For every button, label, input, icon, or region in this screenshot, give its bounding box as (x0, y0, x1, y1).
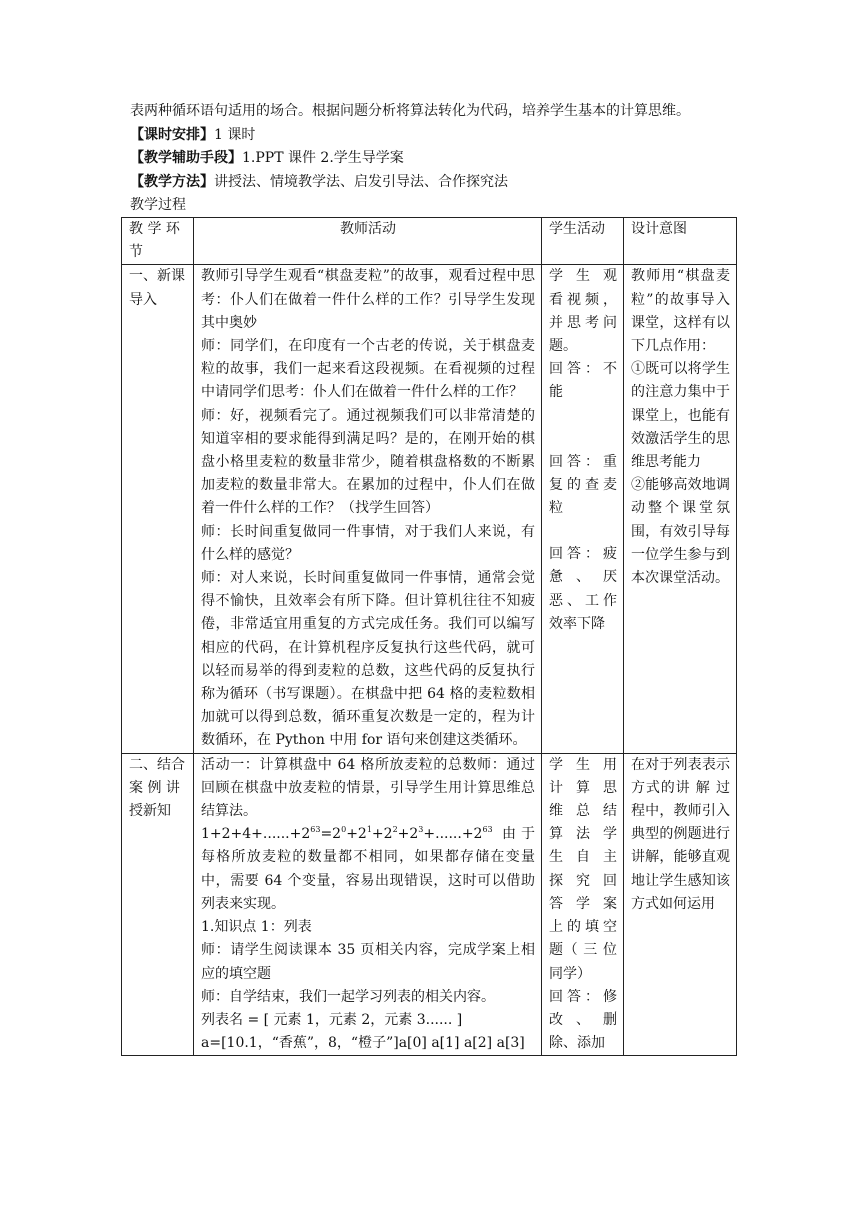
student-paragraph: 回答：不能 (549, 361, 617, 401)
formula-part: 1+2+4+......+2 (201, 826, 311, 843)
table-header-row (122, 218, 737, 265)
header-student-activity: 学生活动 (542, 218, 624, 265)
objective-line: 表两种循环语句适用的场合。根据问题分析将算法转化为代码，培养学生基本的计算思维。 (130, 103, 690, 119)
formula-exponent: 0 (341, 825, 347, 835)
header-stage: 教 学 环 节 (122, 218, 194, 265)
lesson-intro (130, 100, 810, 218)
design-paragraph: 在对于列表表示方式的讲 解 过 程中，教师引入典型的例题进行讲解，能够直观地让学生感知该方式如何运用 (631, 756, 730, 912)
teacher-paragraph: 师：对人来说，长时间重复做同一件事情，通常会觉得不愉快，且效率会有所下降。但计算机往往不知疲倦，非常适宜用重复的方式完成任务。我们可以编写相应的代码，在计算机程序反复执行这些代码，就可以轻而易举的得到麦粒的总数，这些代码的反复执行称为循环（书写课题）。在棋盘中把 64 格的麦粒数相加就可以得到总数，循环重复次数是一定的，程为计数循环，在 Python 中用 for 语句来创建这类循环。 (201, 570, 535, 749)
formula-part: +2 (371, 826, 393, 843)
table-row-new-knowledge (122, 753, 737, 1056)
stage-cell: 二、结合案 例 讲授新知 (122, 753, 194, 1056)
schedule-line (130, 124, 810, 148)
teacher-activity-cell (194, 265, 542, 753)
table-row-intro (122, 265, 737, 753)
header-design-intent: 设计意图 (624, 218, 737, 265)
spacer (549, 405, 617, 451)
teacher-paragraph: 教师引导学生观看“棋盘麦粒”的故事，观看过程中思考：仆人们在做着一件什么样的工作？引导学生发现其中奥妙 (201, 268, 535, 331)
teacher-paragraph: 师：请学生阅读课本 35 页相关内容，完成学案上相应的填空题 (201, 942, 535, 982)
header-teacher-activity: 教师活动 (194, 218, 542, 265)
student-paragraph: 学 生 用 计 算 思 维 总 结 算 法 学 生 自 主 探 究 回 答 学 案 上的填空题（ 三 位 同学） (549, 756, 617, 982)
list-example: a=[10.1，“香蕉”，8，“橙子”]a[0] a[1] a[2] a[3] (201, 1035, 525, 1052)
design-intent-cell (624, 753, 737, 1056)
teacher-paragraph: 师：好，视频看完了。通过视频我们可以非常清楚的知道宰相的要求能得到满足吗？是的，在刚开始的棋盘小格里麦粒的数量非常少，随着棋盘格数的不断累加麦粒的数量非常大。在累加的过程中，仆人们在做着一件什么样的工作？（找学生回答） (201, 407, 535, 517)
knowledge-point-title: 1.知识点 1：列表 (201, 919, 312, 936)
formula-exponent: 1 (366, 825, 372, 835)
teacher-paragraph: 师：自学结束，我们一起学习列表的相关内容。 (201, 988, 495, 1005)
formula-part: +......+2 (423, 826, 483, 843)
formula-explanation: 由于每格所放麦粒的数量都不相同，如果都存储在变量中，需要 64 个变量，容易出现错误，这时可以借助列表来实现。 (201, 826, 535, 912)
teacher-activity-cell (194, 753, 542, 1056)
student-activity-cell (542, 753, 624, 1056)
spacer (549, 520, 617, 543)
methods-label: 【教学方法】 (130, 173, 214, 190)
methods-line (130, 171, 810, 195)
schedule-value: 1 课时 (214, 126, 256, 143)
formula-part: +2 (397, 826, 419, 843)
teacher-paragraph: 师：同学们，在印度有一个古老的传说，关于棋盘麦粒的故事，我们一起来看这段视频。在看视频的过程中请同学们思考：仆人们在做着一件什么样的工作？ (201, 338, 535, 401)
process-title: 教学过程 (130, 197, 186, 213)
design-paragraph: ①既可以将学生的注意力集中于课堂上，也能有效激活学生的思维思考能力 (631, 361, 730, 471)
student-paragraph: 学 生 观 看视频，并思考问题。 (549, 268, 617, 355)
student-activity-cell (542, 265, 624, 753)
formula-exponent: 3 (418, 825, 424, 835)
formula-part: +2 (346, 826, 367, 843)
aids-label: 【教学辅助手段】 (130, 150, 242, 166)
schedule-label: 【课时安排】 (130, 126, 214, 143)
student-paragraph: 回答：重复的查麦粒 (549, 453, 617, 517)
formula-exponent: 2 (392, 825, 398, 835)
activity-one-text: 活动一：计算棋盘中 64 格所放麦粒的总数师：通过回顾在棋盘中放麦粒的情景，引导学生用计算思维总结算法。 (201, 756, 535, 820)
methods-value: 讲授法、情境教学法、启发引导法、合作探究法 (214, 173, 508, 190)
design-intent-cell (624, 265, 737, 753)
formula-exponent: 63 (310, 825, 321, 835)
list-syntax: 列表名 = [ 元素 1，元素 2，元素 3...... ] (201, 1011, 463, 1028)
teaching-process-table (121, 217, 737, 1056)
student-paragraph: 回答：修改、删除、添加 (549, 988, 617, 1052)
teacher-paragraph: 师：长时间重复做同一件事情，对于我们人来说，有什么样的感觉？ (201, 523, 535, 563)
student-paragraph: 回答：疲惫、厌恶、工作效率下降 (549, 546, 617, 632)
stage-cell: 一、新课导入 (122, 265, 194, 753)
aids-line (130, 147, 810, 171)
formula-part: =2 (320, 826, 342, 843)
design-paragraph: 教师用“棋盘麦粒”的故事导入课堂，这样有以下几点作用： (631, 268, 730, 355)
formula-exponent: 63 (482, 825, 493, 835)
design-paragraph: ②能够高效地调动整个课堂氛围，有效引导每一位学生参与到本次课堂活动。 (631, 477, 730, 587)
aids-value: 1.PPT 课件 2.学生导学案 (242, 150, 404, 166)
formula-paragraph (201, 823, 535, 916)
